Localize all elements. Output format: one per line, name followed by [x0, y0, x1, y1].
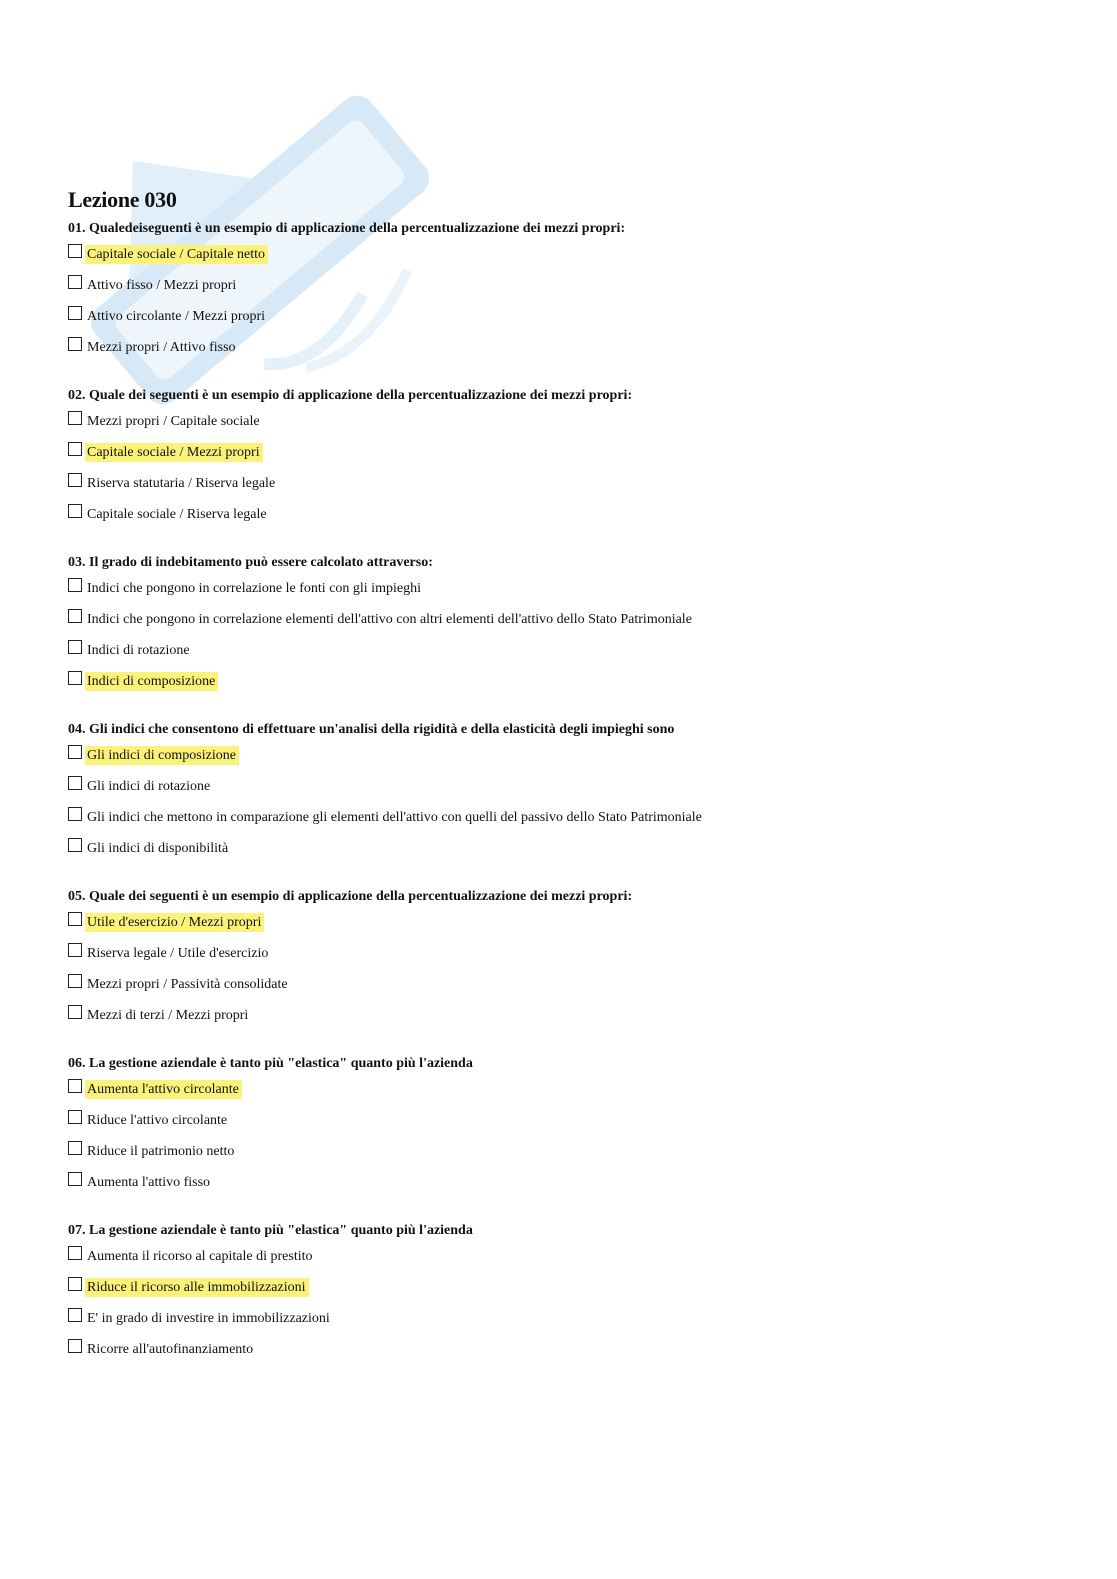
question-list: [68, 215, 1068, 1368]
checkbox-icon[interactable]: [68, 1005, 82, 1019]
answer-option[interactable]: [68, 335, 1068, 366]
question-text: 05. Quale dei seguenti è un esempio di applicazione della percentualizzazione dei mezzi propri:: [68, 889, 633, 904]
answer-text-highlighted: Utile d'esercizio / Mezzi propri: [85, 913, 264, 932]
question-block: [68, 215, 1068, 366]
answer-text: Mezzi propri / Capitale sociale: [87, 414, 260, 429]
question-text: 04. Gli indici che consentono di effettuare un'analisi della rigidità e della elasticità degli impieghi sono: [68, 722, 675, 737]
question-block: [68, 1217, 1068, 1368]
checkbox-icon[interactable]: [68, 807, 82, 821]
question-text: 06. La gestione aziendale è tanto più "elastica" quanto più l'azienda: [68, 1056, 473, 1071]
answer-text: Capitale sociale / Riserva legale: [87, 507, 267, 522]
answer-option[interactable]: [68, 1170, 1068, 1201]
checkbox-icon[interactable]: [68, 671, 82, 685]
question-spacer: [68, 533, 1068, 549]
question-block: [68, 1050, 1068, 1201]
question-block: [68, 549, 1068, 700]
question-spacer: [68, 1034, 1068, 1050]
answer-text: Riserva legale / Utile d'esercizio: [87, 946, 269, 961]
answer-option[interactable]: [68, 805, 1068, 836]
checkbox-icon[interactable]: [68, 275, 82, 289]
answer-text: Indici che pongono in correlazione le fonti con gli impieghi: [87, 581, 421, 596]
answer-option[interactable]: [68, 1306, 1068, 1337]
checkbox-icon[interactable]: [68, 1339, 82, 1353]
answer-option[interactable]: [68, 607, 1068, 638]
answer-text: Indici che pongono in correlazione elementi dell'attivo con altri elementi dell'attivo dello Stato Patrimoniale: [87, 612, 692, 627]
answer-text: Mezzi propri / Passività consolidate: [87, 977, 288, 992]
question-text: 01. Qualedeiseguenti è un esempio di applicazione della percentualizzazione dei mezzi propri:: [68, 221, 626, 236]
answer-option[interactable]: [68, 743, 1068, 774]
checkbox-icon[interactable]: [68, 912, 82, 926]
checkbox-icon[interactable]: [68, 1308, 82, 1322]
question-block: [68, 382, 1068, 533]
answer-option[interactable]: [68, 910, 1068, 941]
answer-text-highlighted: Riduce il ricorso alle immobilizzazioni: [85, 1278, 309, 1297]
answer-option[interactable]: [68, 774, 1068, 805]
answer-text: Indici di rotazione: [87, 643, 190, 658]
question-spacer: [68, 700, 1068, 716]
answer-option[interactable]: [68, 576, 1068, 607]
lesson-title: Lezione 030: [68, 187, 177, 212]
question-block: [68, 883, 1068, 1034]
checkbox-icon[interactable]: [68, 504, 82, 518]
answer-text-highlighted: Aumenta l'attivo circolante: [85, 1080, 242, 1099]
answer-option[interactable]: [68, 972, 1068, 1003]
answer-option[interactable]: [68, 941, 1068, 972]
answer-option[interactable]: [68, 1077, 1068, 1108]
question-text: 03. Il grado di indebitamento può essere calcolato attraverso:: [68, 555, 433, 570]
answer-text: Mezzi di terzi / Mezzi propri: [87, 1008, 249, 1023]
answer-option[interactable]: [68, 1244, 1068, 1275]
answer-option[interactable]: [68, 273, 1068, 304]
answer-option[interactable]: [68, 1003, 1068, 1034]
answer-text: Mezzi propri / Attivo fisso: [87, 340, 236, 355]
answer-option[interactable]: [68, 242, 1068, 273]
answer-option[interactable]: [68, 669, 1068, 700]
answer-text-highlighted: Indici di composizione: [85, 672, 218, 691]
checkbox-icon[interactable]: [68, 943, 82, 957]
checkbox-icon[interactable]: [68, 244, 82, 258]
answer-option[interactable]: [68, 836, 1068, 867]
answer-text: E' in grado di investire in immobilizzazioni: [87, 1311, 330, 1326]
checkbox-icon[interactable]: [68, 442, 82, 456]
answer-option[interactable]: [68, 304, 1068, 335]
checkbox-icon[interactable]: [68, 1246, 82, 1260]
checkbox-icon[interactable]: [68, 337, 82, 351]
answer-text: Riduce l'attivo circolante: [87, 1113, 228, 1128]
answer-text-highlighted: Gli indici di composizione: [85, 746, 239, 765]
answer-option[interactable]: [68, 1275, 1068, 1306]
question-spacer: [68, 366, 1068, 382]
checkbox-icon[interactable]: [68, 640, 82, 654]
checkbox-icon[interactable]: [68, 745, 82, 759]
answer-option[interactable]: [68, 502, 1068, 533]
question-spacer: [68, 867, 1068, 883]
checkbox-icon[interactable]: [68, 1277, 82, 1291]
answer-option[interactable]: [68, 440, 1068, 471]
checkbox-icon[interactable]: [68, 1110, 82, 1124]
checkbox-icon[interactable]: [68, 473, 82, 487]
checkbox-icon[interactable]: [68, 411, 82, 425]
answer-text-highlighted: Capitale sociale / Capitale netto: [85, 245, 268, 264]
checkbox-icon[interactable]: [68, 306, 82, 320]
document-body: [68, 185, 1068, 1368]
checkbox-icon[interactable]: [68, 578, 82, 592]
answer-option[interactable]: [68, 471, 1068, 502]
answer-text: Attivo fisso / Mezzi propri: [87, 278, 237, 293]
question-text: 02. Quale dei seguenti è un esempio di applicazione della percentualizzazione dei mezzi propri:: [68, 388, 633, 403]
answer-text: Riduce il patrimonio netto: [87, 1144, 235, 1159]
checkbox-icon[interactable]: [68, 1172, 82, 1186]
answer-text: Ricorre all'autofinanziamento: [87, 1342, 254, 1357]
answer-option[interactable]: [68, 409, 1068, 440]
answer-text: Aumenta l'attivo fisso: [87, 1175, 211, 1190]
answer-text: Aumenta il ricorso al capitale di prestito: [87, 1249, 313, 1264]
checkbox-icon[interactable]: [68, 974, 82, 988]
checkbox-icon[interactable]: [68, 1079, 82, 1093]
answer-text-highlighted: Capitale sociale / Mezzi propri: [85, 443, 263, 462]
checkbox-icon[interactable]: [68, 776, 82, 790]
question-block: [68, 716, 1068, 867]
question-text: 07. La gestione aziendale è tanto più "elastica" quanto più l'azienda: [68, 1223, 473, 1238]
checkbox-icon[interactable]: [68, 1141, 82, 1155]
answer-option[interactable]: [68, 638, 1068, 669]
checkbox-icon[interactable]: [68, 609, 82, 623]
checkbox-icon[interactable]: [68, 838, 82, 852]
answer-option[interactable]: [68, 1139, 1068, 1170]
answer-option[interactable]: [68, 1337, 1068, 1368]
answer-text: Riserva statutaria / Riserva legale: [87, 476, 276, 491]
answer-option[interactable]: [68, 1108, 1068, 1139]
answer-text: Gli indici di disponibilità: [87, 841, 229, 856]
answer-text: Gli indici di rotazione: [87, 779, 211, 794]
question-spacer: [68, 1201, 1068, 1217]
answer-text: Attivo circolante / Mezzi propri: [87, 309, 266, 324]
answer-text: Gli indici che mettono in comparazione gli elementi dell'attivo con quelli del passivo dello Stato Patrimoniale: [87, 810, 702, 825]
